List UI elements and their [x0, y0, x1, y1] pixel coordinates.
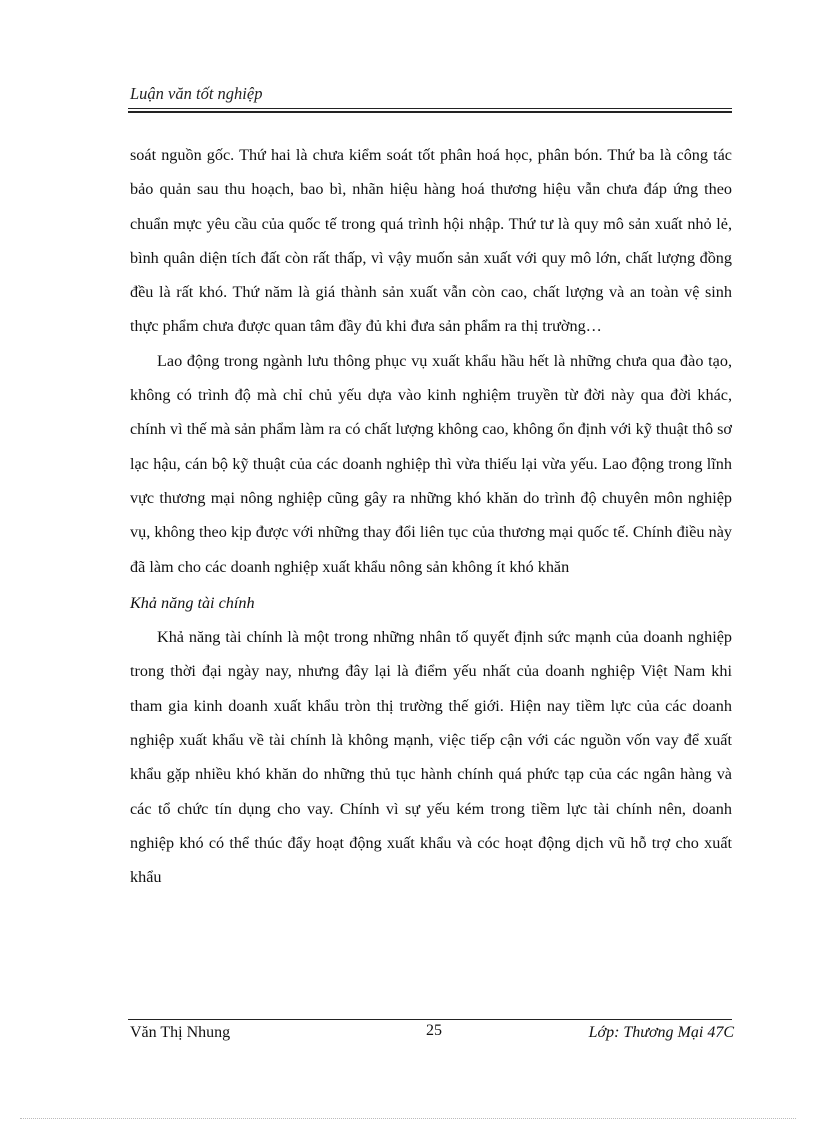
paragraph-continuation: soát nguồn gốc. Thứ hai là chưa kiểm soát tốt phân hoá học, phân bón. Thứ ba là công tác bảo quản sau thu hoạch, bao bì, nhãn hiệu hàng hoá thương hiệu vẫn chưa đáp ứng theo chuẩn mực yêu cầu của quốc tế trong quá trình hội nhập. Thứ tư là quy mô sản xuất nhỏ lẻ, bình quân diện tích đất còn rất thấp, vì vậy muốn sản xuất với quy mô lớn, chất lượng đồng đều là rất khó. Thứ năm là giá thành sản xuất vẫn còn cao, chất lượng và an toàn vệ sinh thực phẩm chưa được quan tâm đầy đủ khi đưa sản phẩm ra thị trường… [130, 146, 732, 336]
footer-rule [128, 1019, 732, 1020]
running-header-title: Luận văn tốt nghiệp [130, 84, 263, 103]
page-edge-line [20, 1118, 796, 1119]
paragraph-finance: Khả năng tài chính là một trong những nhân tố quyết định sức mạnh của doanh nghiệp trong thời đại ngày nay, nhưng đây lại là điểm yếu nhất của doanh nghiệp Việt Nam khi tham gia kinh doanh xuất khẩu tròn thị trường thế giới. Hiện nay tiềm lực của các doanh nghiệp xuất khẩu về tài chính là không mạnh, việc tiếp cận với các nguồn vốn vay để xuất khẩu gặp nhiều khó khăn do những thủ tục hành chính quá phức tạp của các ngân hàng và các tổ chức tín dụng cho vay. Chính vì sự yếu kém trong tiềm lực tài chính nên, doanh nghiệp khó có thể thúc đẩy hoạt động xuất khẩu và cóc hoạt động dịch vũ hỗ trợ cho xuất khẩu [130, 628, 732, 887]
footer-class-label: Lớp: Thương Mại 47C [588, 1024, 734, 1041]
footer-page-number: 25 [426, 1022, 442, 1039]
header-rule-thick [128, 111, 732, 113]
section-subheading: Khả năng tài chính [130, 593, 255, 612]
body-text [130, 138, 732, 895]
paragraph-labor: Lao động trong ngành lưu thông phục vụ xuất khẩu hầu hết là những chưa qua đào tạo, không có trình độ mà chỉ chủ yếu dựa vào kinh nghiệm truyền từ đời này qua đời khác, chính vì thế mà sản phẩm làm ra có chất lượng không cao, không ổn định với kỹ thuật thô sơ lạc hậu, cán bộ kỹ thuật của các doanh nghiệp thì vừa thiếu lại vừa yếu. Lao động trong lĩnh vực thương mại nông nghiệp cũng gây ra những khó khăn do trình độ chuyên môn nghiệp vụ, không theo kịp được với những thay đổi liên tục của thương mại quốc tế. Chính điều này đã làm cho các doanh nghiệp xuất khẩu nông sản không ít khó khăn [130, 351, 732, 576]
header-rule-thin [128, 108, 732, 109]
footer-author: Văn Thị Nhung [130, 1024, 231, 1041]
